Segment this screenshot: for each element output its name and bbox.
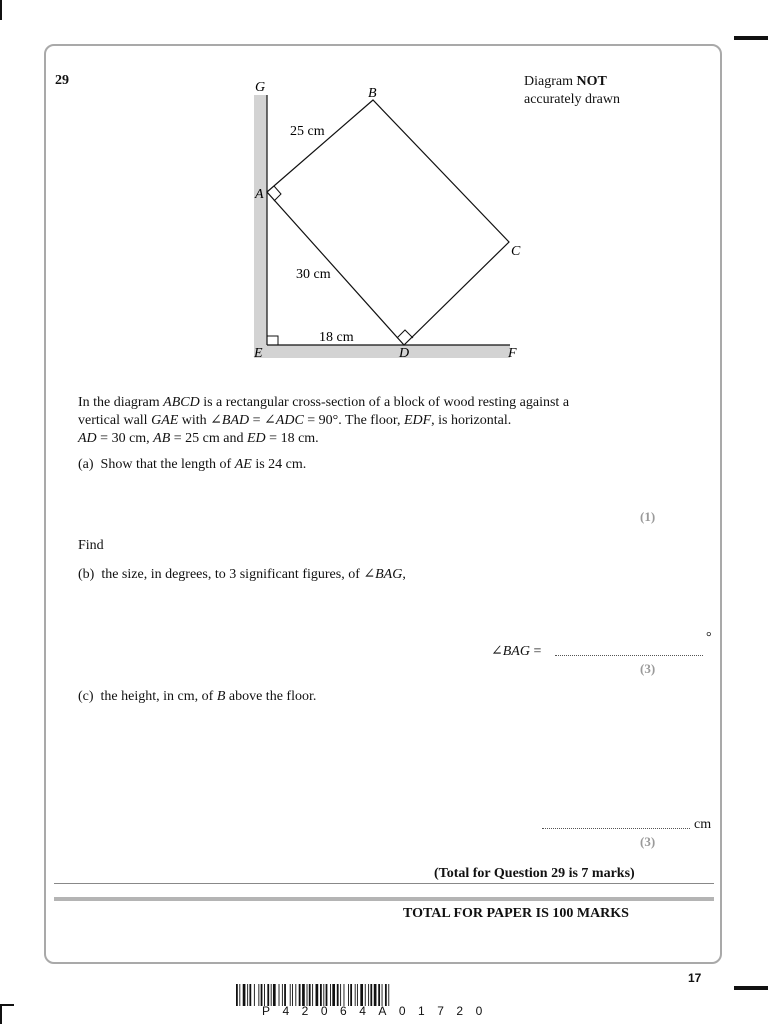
part-b-marks: (3) [640, 661, 656, 676]
barcode-bar [284, 984, 286, 1006]
diagram-note: Diagram NOT accurately drawn [524, 74, 620, 107]
part-c-answer-line[interactable] [542, 828, 690, 829]
part-c-marks: (3) [640, 834, 656, 849]
total-paper-marks: TOTAL FOR PAPER IS 100 MARKS [403, 906, 629, 921]
barcode-bar [312, 984, 313, 1006]
label-d: D [399, 346, 410, 361]
part-b-question: (b) the size, in degrees, to 3 significant figures, of ∠BAG, [78, 567, 406, 582]
total-question-marks: (Total for Question 29 is 7 marks) [434, 866, 635, 881]
label-g: G [255, 80, 266, 95]
part-c-question: (c) the height, in cm, of B above the floor. [78, 689, 317, 704]
barcode-bar [258, 984, 259, 1006]
barcode-bar [299, 984, 301, 1006]
barcode-bar [350, 984, 352, 1006]
barcode-bar [279, 984, 280, 1006]
barcode-bar [388, 984, 389, 1006]
divider-thick [54, 897, 714, 901]
right-angle-e [267, 336, 278, 345]
barcode-bar [344, 984, 345, 1006]
barcode-bar [348, 984, 349, 1006]
label-ed-length: 18 cm [319, 330, 354, 345]
barcode-bar [290, 984, 291, 1006]
barcode-bar [357, 984, 358, 1006]
divider-thin [54, 883, 714, 884]
barcode-bar [264, 984, 265, 1006]
intro-line-1: In the diagram ABCD is a rectangular cross-section of a block of wood resting against a [78, 395, 570, 410]
part-c-unit: cm [694, 817, 712, 832]
barcode-bar [323, 984, 324, 1006]
barcode-bar [378, 984, 380, 1006]
barcode-bar [337, 984, 339, 1006]
barcode-bar [374, 984, 377, 1006]
label-a: A [255, 187, 264, 202]
barcode-bar [382, 984, 383, 1006]
barcode-bar [261, 984, 263, 1006]
crop-mark-bottom-left-h [0, 1004, 14, 1006]
find-label: Find [78, 538, 104, 553]
geometry-diagram [0, 0, 768, 380]
barcode-bar [365, 984, 366, 1006]
barcode-bar [360, 984, 363, 1006]
question-intro [78, 394, 569, 448]
barcode-bar [271, 984, 272, 1006]
barcode-bar [326, 984, 328, 1006]
barcode-bar [249, 984, 251, 1006]
barcode-bar [309, 984, 311, 1006]
right-angle-d [397, 330, 413, 338]
part-b-answer-label: ∠BAG = [491, 644, 542, 659]
barcode-bar [320, 984, 322, 1006]
part-a-question: (a) Show that the length of AE is 24 cm. [78, 457, 307, 472]
label-ad-length: 30 cm [296, 267, 331, 282]
barcode-bar [273, 984, 276, 1006]
right-angle-a [274, 186, 281, 201]
label-b: B [368, 86, 377, 101]
intro-line-2: vertical wall GAE with ∠BAD = ∠ADC = 90°. The floor, EDF, is horizontal. [78, 413, 512, 428]
barcode-bar [292, 984, 293, 1006]
barcode-bar [368, 984, 369, 1006]
barcode-bar [243, 984, 246, 1006]
barcode-bar [330, 984, 331, 1006]
barcode-bar [302, 984, 305, 1006]
intro-line-3: AD = 30 cm, AB = 25 cm and ED = 18 cm. [78, 431, 319, 446]
edge-mark-bottom [734, 986, 768, 990]
barcode-bar [316, 984, 319, 1006]
label-ab-length: 25 cm [290, 124, 325, 139]
barcode-bar [254, 984, 255, 1006]
wall-shading [254, 95, 267, 358]
barcode-bar [267, 984, 269, 1006]
barcode [236, 984, 534, 1006]
label-c: C [511, 244, 521, 259]
barcode-bar [340, 984, 341, 1006]
barcode-bar [385, 984, 387, 1006]
barcode-bar [307, 984, 308, 1006]
part-b-degree-unit: ° [706, 630, 712, 645]
part-b-answer-line[interactable] [555, 655, 703, 656]
barcode-number: P42064A01720 [262, 1004, 495, 1018]
question-number: 29 [55, 73, 69, 88]
floor-shading [254, 345, 510, 358]
barcode-bar [236, 984, 238, 1006]
barcode-bar [295, 984, 296, 1006]
barcode-bar [355, 984, 356, 1006]
barcode-bar [247, 984, 248, 1006]
part-a-marks: (1) [640, 509, 656, 524]
label-f: F [508, 346, 517, 361]
page-number: 17 [688, 971, 702, 985]
barcode-bar [239, 984, 240, 1006]
barcode-bar [332, 984, 335, 1006]
barcode-bar [282, 984, 283, 1006]
label-e: E [254, 346, 263, 361]
crop-mark-bottom-left [0, 1004, 2, 1024]
barcode-bar [370, 984, 372, 1006]
